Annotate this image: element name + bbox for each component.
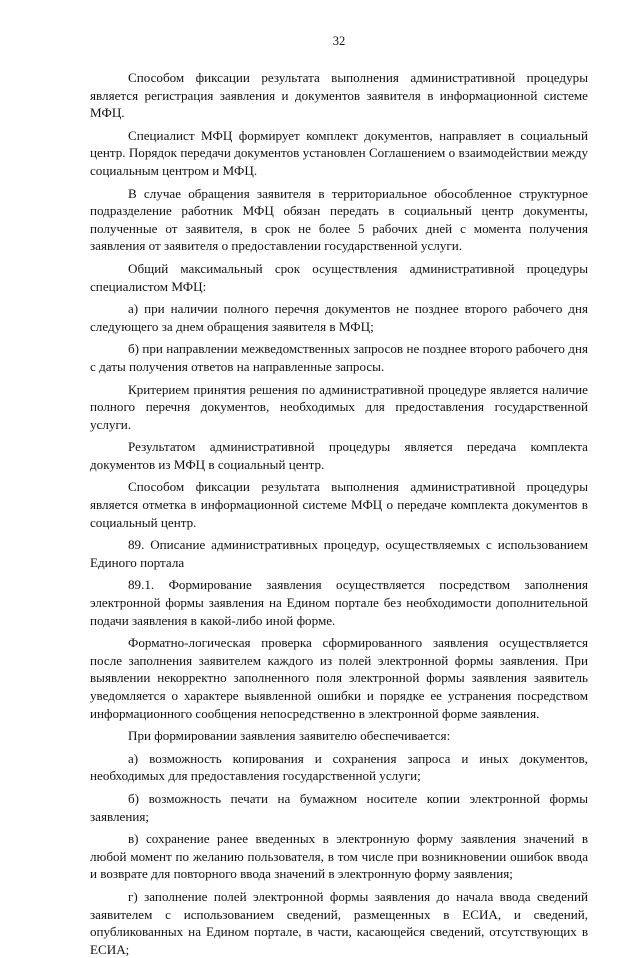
paragraph-result: Результатом административной процедуры является передача комплекта документов из МФЦ в социальный центр. — [90, 439, 588, 472]
paragraph-item-b-print: б) возможность печати на бумажном носителе копии электронной формы заявления; — [90, 790, 588, 824]
page-number: 32 — [332, 34, 346, 48]
paragraph-fixation-registration: Способом фиксации результата выполнения административной процедуры является регистрация заявления и документов заявителя в информационной системе МФЦ. — [90, 70, 588, 121]
paragraph-section-89: 89. Описание административных процедур, осуществляемых с использованием Единого портала — [90, 537, 588, 570]
paragraph-max-term: Общий максимальный срок осуществления административной процедуры специалистом МФЦ: — [90, 260, 588, 294]
paragraph-item-v-save: в) сохранение ранее введенных в электронную форму заявления значений в любой момент по желанию пользователя, в том числе при возникновении ошибок ввода и возврате для повторного ввода значений в электронную форму заявления; — [90, 831, 588, 882]
paragraph-item-a-copy: а) возможность копирования и сохранения запроса и иных документов, необходимых для предоставления государственной услуги; — [90, 750, 588, 784]
paragraph-fixation-mark: Способом фиксации результата выполнения административной процедуры является отметка в информационной системе МФЦ о передаче комплекта документов в социальный центр. — [90, 479, 588, 530]
paragraph-decision-criterion: Критерием принятия решения по административной процедуре является наличие полного перечня документов, необходимых для предоставления государственной услуги. — [90, 381, 588, 432]
paragraph-item-a-full-list: а) при наличии полного перечня документов не позднее второго рабочего дня следующего за днем обращения заявителя в МФЦ; — [90, 301, 588, 334]
document-body — [90, 69, 588, 958]
paragraph-section-89-1: 89.1. Формирование заявления осуществляется посредством заполнения электронной формы заявления на Едином портале без необходимости дополнительной подачи заявления в какой-либо иной форме. — [90, 577, 588, 628]
paragraph-provided-list-intro: При формировании заявления заявителю обеспечивается: — [128, 728, 451, 744]
paragraph-format-check: Форматно-логическая проверка сформированного заявления осуществляется после заполнения заявителем каждого из полей электронной формы заявления. При выявлении некорректно заполненного поля электронной формы заявления заявитель уведомляется о характере выявленной ошибки и порядке ее устранения посредством информационного сообщения непосредственно в электронной форме заявления. — [90, 635, 588, 721]
paragraph-item-g-prefill: г) заполнение полей электронной формы заявления до начала ввода сведений заявителем с использованием сведений, размещенных в ЕСИА, и сведений, опубликованных на Едином портале, в части, касающейся сведений, отсутствующих в ЕСИА; — [90, 888, 588, 957]
paragraph-specialist-mfc: Специалист МФЦ формирует комплект документов, направляет в социальный центр. Порядок передачи документов установлен Соглашением о взаимодействии между социальным центром и МФЦ. — [90, 127, 588, 178]
paragraph-item-b-requests: б) при направлении межведомственных запросов не позднее второго рабочего дня с даты получения ответов на направленные запросы. — [90, 341, 588, 374]
paragraph-territorial-unit: В случае обращения заявителя в территориальное обособленное структурное подразделение работник МФЦ обязан передать в социальный центр документы, полученные от заявителя, в срок не более 5 рабочих дней с момента получения заявления от заявителя о предоставлении государственной услуги. — [90, 185, 588, 254]
